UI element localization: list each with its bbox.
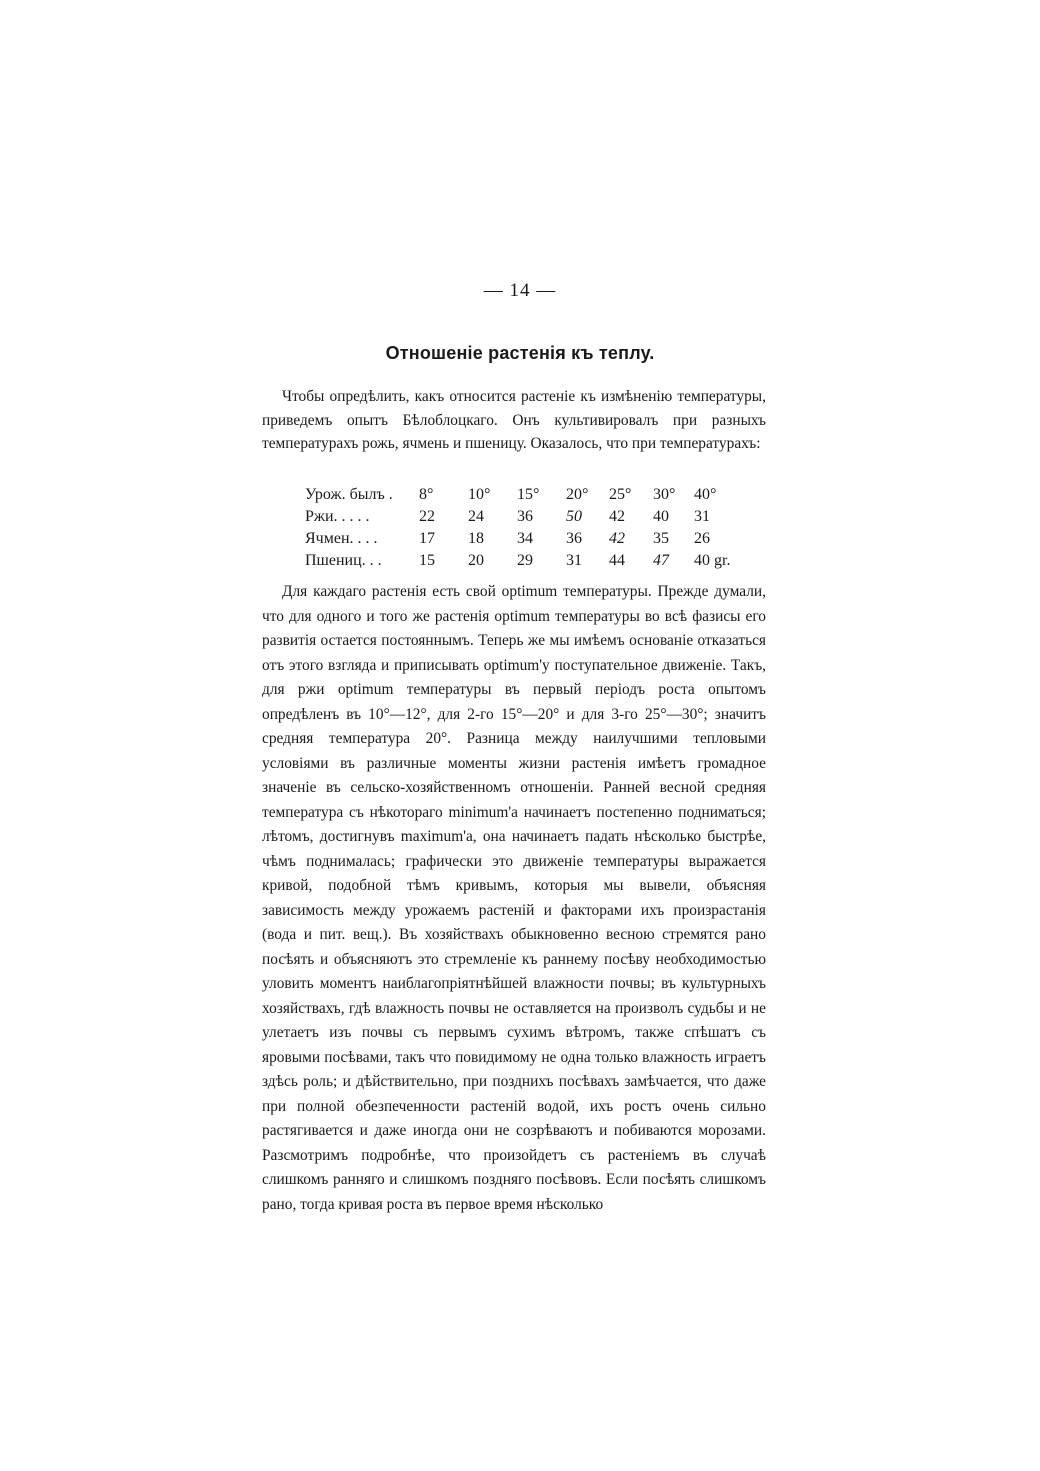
table-cell: 40° xyxy=(694,486,717,503)
table-row-rye xyxy=(305,506,754,528)
page-number: — 14 — xyxy=(483,280,557,301)
table-cell: 40 xyxy=(653,508,669,525)
table-cell: 42 xyxy=(609,508,625,525)
table-cell: 15 xyxy=(419,552,435,569)
table-cell: 22 xyxy=(419,508,435,525)
table-cell: 17 xyxy=(419,530,435,547)
body-paragraph xyxy=(262,580,766,1217)
row-label: Ячмен. . . . xyxy=(305,530,378,547)
table-cell-optimum: 42 xyxy=(609,530,625,547)
table-cell: 20° xyxy=(566,486,589,503)
table-cell: 29 xyxy=(517,552,533,569)
table-cell: 24 xyxy=(468,508,484,525)
temperature-yield-table xyxy=(305,484,754,572)
table-cell: 30° xyxy=(653,486,676,503)
table-cell: 18 xyxy=(468,530,484,547)
table-cell: 10° xyxy=(468,486,491,503)
intro-text: Чтобы опредѣлить, какъ относится растенiе къ измѣненiю температуры, приведемъ опытъ Бѣлоблоцкаго. Онъ культивировалъ при разныхъ температурахъ рожь, ячмень и пшеницу. Оказалось, что при температурахъ: xyxy=(262,388,766,452)
table-cell: 36 xyxy=(566,530,582,547)
row-label: Урож. былъ . xyxy=(305,486,393,503)
table-cell: 31 xyxy=(566,552,582,569)
table-cell: 31 xyxy=(694,508,710,525)
section-heading: Отношенiе растенiя къ теплу. xyxy=(385,343,655,363)
table-cell-optimum: 50 xyxy=(566,508,582,525)
table-cell: 8° xyxy=(419,486,434,503)
table-cell: 15° xyxy=(517,486,540,503)
table-row-wheat xyxy=(305,550,754,572)
table-row-barley xyxy=(305,528,754,550)
table-cell: 35 xyxy=(653,530,669,547)
table-row-temperature xyxy=(305,484,754,506)
body-text: Для каждаго растенiя есть свой optimum температуры. Прежде думали, что для одного и того же растенiя optimum температуры во всѣ фазисы его развитiя остается постояннымъ. Теперь же мы имѣемъ основанiе отказаться отъ этого взгляда и приписывать optimum'у поступательное движенiе. Такъ, для ржи optimum температуры въ первый перiодъ роста опытомъ опредѣленъ въ 10°—12°, для 2-го 15°—20° и для 3-го 25°—30°; значитъ средняя температура 20°. Разница между наилучшими тепловыми условiями въ различные моменты жизни растенiя имѣетъ громадное значенiе въ сельско-хозяйственномъ отношенiи. Ранней весной средняя температура съ нѣкотораго minimum'а начинаетъ постепенно подниматься; лѣтомъ, достигнувъ maximum'а, она начинаетъ падать нѣсколько быстрѣе, чѣмъ поднималась; графически это движенiе температуры выражается кривой, подобной тѣмъ кривымъ, которыя мы вывели, объясняя зависимость между урожаемъ растенiй и факторами ихъ произрастанiя (вода и пит. вещ.). Въ хозяйствахъ обыкновенно весною стремятся рано посѣять и объясняютъ это стремленiе къ раннему посѣву необходимостью уловить моментъ наиблагопрiятнѣйшей влажности почвы; въ культурныхъ хозяйствахъ, гдѣ влажность почвы не оставляется на произволъ судьбы и не улетаетъ изъ почвы съ первымъ сухимъ вѣтромъ, также спѣшатъ съ яровыми посѣвами, такъ что повидимому не одна только влажность играетъ здѣсь роль; и дѣйствительно, при позднихъ посѣвахъ замѣчается, что даже при полной обезпеченности растенiй водой, ихъ ростъ очень сильно растягивается и даже иногда они не созрѣваютъ и побиваются морозами. Разсмотримъ подробнѣе, что произойдетъ съ растенiемъ въ случаѣ слишкомъ ранняго и слишкомъ поздняго посѣвовъ. Если посѣять слишкомъ рано, тогда кривая роста въ первое время нѣсколько xyxy=(262,583,766,1213)
intro-paragraph xyxy=(262,385,766,456)
table-cell: 40 gr. xyxy=(694,552,731,569)
table-cell: 36 xyxy=(517,508,533,525)
table-cell: 34 xyxy=(517,530,533,547)
row-label: Ржи. . . . . xyxy=(305,508,370,525)
table-cell: 25° xyxy=(609,486,632,503)
row-label: Пшениц. . . xyxy=(305,552,382,569)
table-cell: 20 xyxy=(468,552,484,569)
table-cell: 44 xyxy=(609,552,625,569)
table-cell: 26 xyxy=(694,530,710,547)
table-cell-optimum: 47 xyxy=(653,552,669,569)
